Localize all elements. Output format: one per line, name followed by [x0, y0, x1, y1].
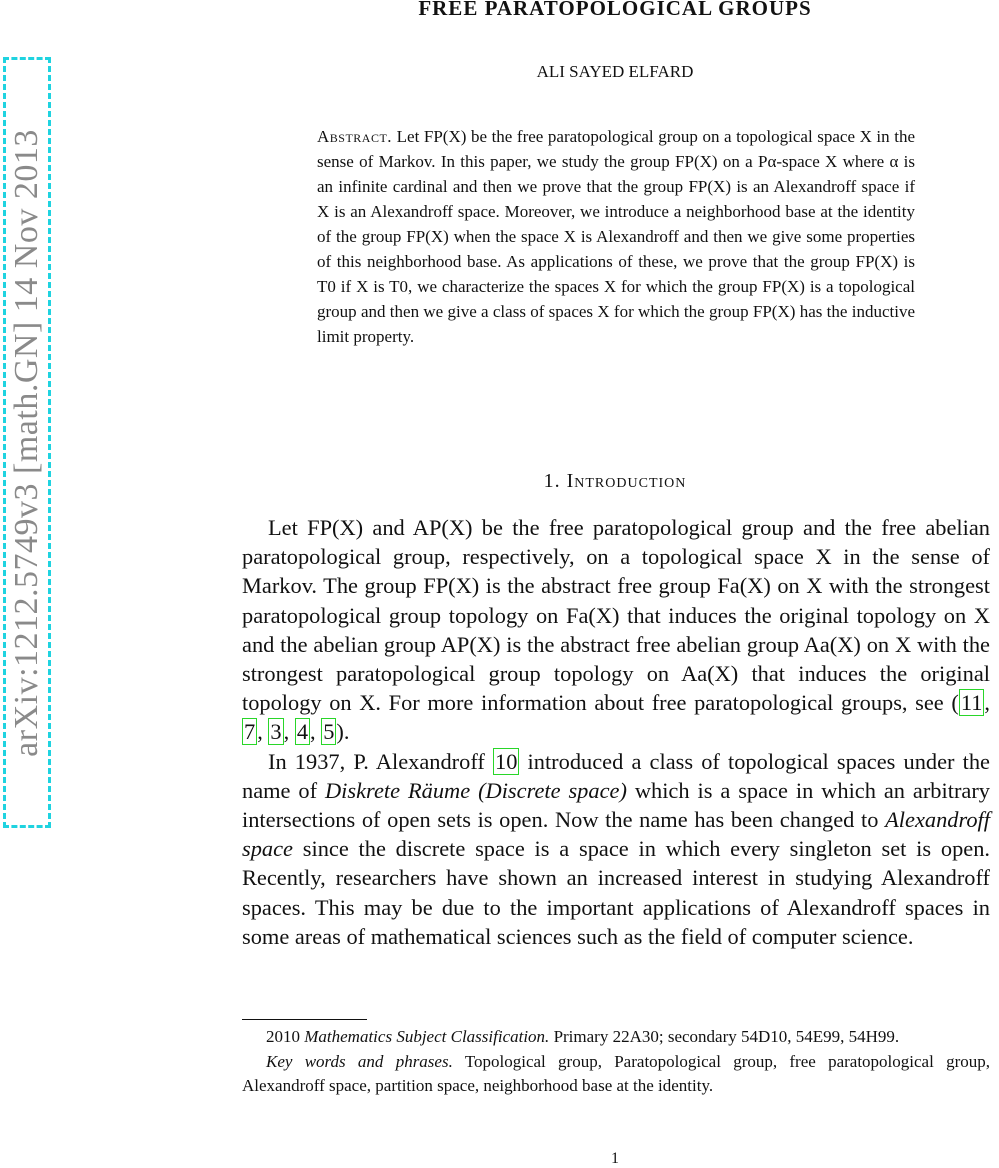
citation-link[interactable]: 3 — [270, 719, 282, 745]
citation-link[interactable]: 4 — [296, 719, 309, 745]
paragraph-2-start: In 1937, P. Alexandroff — [268, 748, 485, 774]
body-text — [242, 513, 990, 951]
citation-link[interactable]: 11 — [960, 690, 983, 716]
footnotes — [242, 1025, 990, 1099]
paragraph-2 — [242, 747, 990, 951]
paragraph-1-end: ). — [336, 719, 350, 745]
paper-title: FREE PARATOPOLOGICAL GROUPS — [418, 0, 812, 20]
keywords-text: Topological group, Paratopological group, free paratopological group, Alexandroff space, partition space, neighborhood base at the identity. — [242, 1051, 990, 1095]
msc-text: Primary 22A30; secondary 54D10, 54E99, 54H99. — [553, 1027, 900, 1046]
arxiv-stamp — [3, 57, 51, 828]
footnote-rule — [242, 1019, 367, 1020]
italic-term: Diskrete Räume (Discrete space) — [325, 777, 627, 803]
author-name: ALI SAYED ELFARD — [536, 62, 694, 81]
paragraph-2-middle2: which is a space in which an arbitrary intersections of open sets is open. Now the name has been changed to — [242, 777, 990, 833]
arxiv-identifier: arXiv:1212.5749v3 [math.GN] 14 Nov 2013 — [8, 128, 45, 757]
citation-link[interactable]: 7 — [244, 719, 256, 745]
keywords-label: Key words and phrases. — [266, 1051, 453, 1071]
italic-term: Alexandroff space — [242, 807, 990, 862]
paragraph-1-text: Let FP(X) and AP(X) be the free paratopological group and the free abelian paratopological group, respectively, on a topological space X in the sense of Markov. The group FP(X) is the abstract free group Fa(X) on X with the strongest paratopological group topology on Fa(X) that induces the original topology on X and the abelian group AP(X) is the abstract free abelian group Aa(X) on X with the strongest paratopological group topology on Aa(X) that induces the original topology on X. For more information about free paratopological groups, see ( — [242, 515, 990, 716]
abstract-label: Abstract. — [317, 127, 393, 146]
msc-label: Mathematics Subject Classification. — [304, 1027, 550, 1046]
keywords-footnote — [242, 1050, 990, 1099]
paragraph-1: Let FP(X) and AP(X) be the free paratopological group and the free abelian paratopological group, respectively, on a topological space X in the sense of Markov. The group FP(X) is the abstract free group Fa(X) on X with the strongest paratopological group topology on Fa(X) that induces the original topology on X and the abelian group AP(X) is the abstract free abelian group Aa(X) on X with the strongest paratopological group topology on Aa(X) that induces the original topology on X. For more information about free paratopological groups, see (11, 7, 3, 4, 5). — [242, 515, 990, 745]
msc-footnote — [242, 1025, 990, 1050]
abstract — [317, 124, 915, 349]
page-number: 1 — [611, 1150, 619, 1167]
abstract-text: Let FP(X) be the free paratopological group on a topological space X in the sense of Markov. In this paper, we study the group FP(X) on a Pα-space X where α is an infinite cardinal and then we prove that the group FP(X) is an Alexandroff space if X is an Alexandroff space. Moreover, we introduce a neighborhood base at the identity of the group FP(X) when the space X is Alexandroff and then we give some properties of this neighborhood base. As applications of these, we prove that the group FP(X) is T0 if X is T0, we characterize the spaces X for which the group FP(X) is a topological group and then we give a class of spaces X for which the group FP(X) has the inductive limit property. — [317, 127, 916, 346]
citation-link[interactable]: 5 — [323, 719, 335, 745]
section-heading: 1. Introduction — [543, 470, 687, 492]
msc-year: 2010 — [266, 1027, 300, 1046]
paragraph-2-end: since the discrete space is a space in which every singleton set is open. Recently, researchers have shown an increased interest in studying Alexandroff spaces. This may be due to the important applications of Alexandroff spaces in some areas of mathematical sciences such as the field of computer science. — [242, 836, 990, 949]
paragraph-2-middle: introduced a class of topological spaces under the name of — [242, 748, 990, 803]
citation-link[interactable]: 10 — [495, 748, 518, 774]
